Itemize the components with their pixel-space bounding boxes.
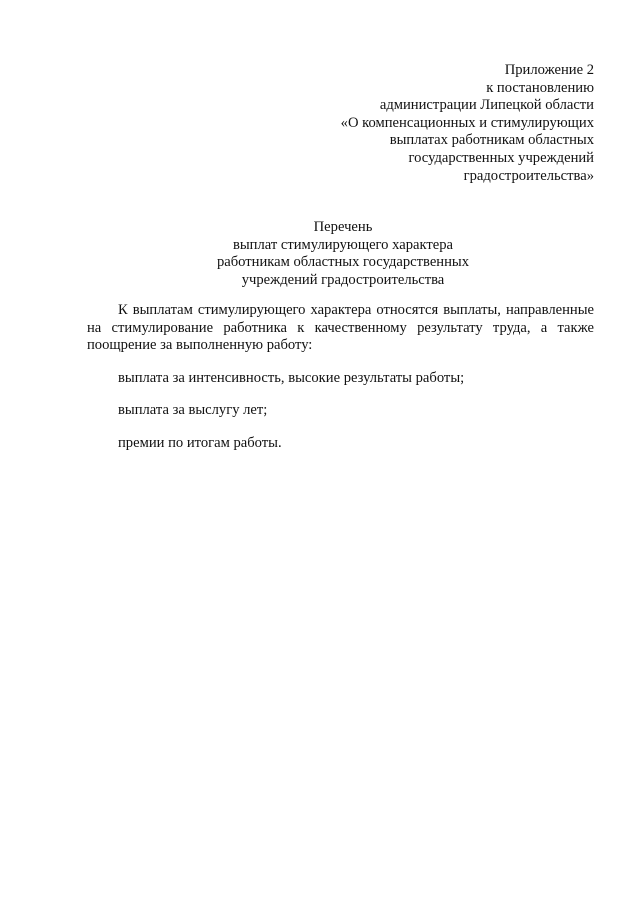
document-body	[87, 302, 594, 453]
appendix-line: администрации Липецкой области	[379, 97, 594, 114]
title-line: выплат стимулирующего характера	[232, 236, 454, 253]
appendix-header	[294, 62, 594, 185]
list-item: выплата за интенсивность, высокие результаты работы;	[118, 369, 465, 386]
title-line: работникам областных государственных	[216, 254, 470, 271]
list-item: премии по итогам работы.	[118, 434, 282, 451]
appendix-line: Приложение 2	[504, 62, 594, 78]
title-line: Перечень	[313, 219, 373, 235]
intro-paragraph: К выплатам стимулирующего характера относятся выплаты, направленные на стимулирование работника к качественному результату труда, а также поощрение за выполненную работу:	[87, 302, 594, 354]
title-line: учреждений градостроительства	[241, 271, 445, 288]
appendix-line: градостроительства»	[463, 167, 594, 184]
appendix-line: выплатах работникам областных	[389, 132, 594, 149]
document-title	[0, 219, 640, 289]
appendix-line: к постановлению	[486, 79, 594, 96]
list-item: выплата за выслугу лет;	[118, 402, 268, 419]
appendix-line: «О компенсационных и стимулирующих	[340, 114, 594, 131]
appendix-line: государственных учреждений	[408, 149, 594, 166]
